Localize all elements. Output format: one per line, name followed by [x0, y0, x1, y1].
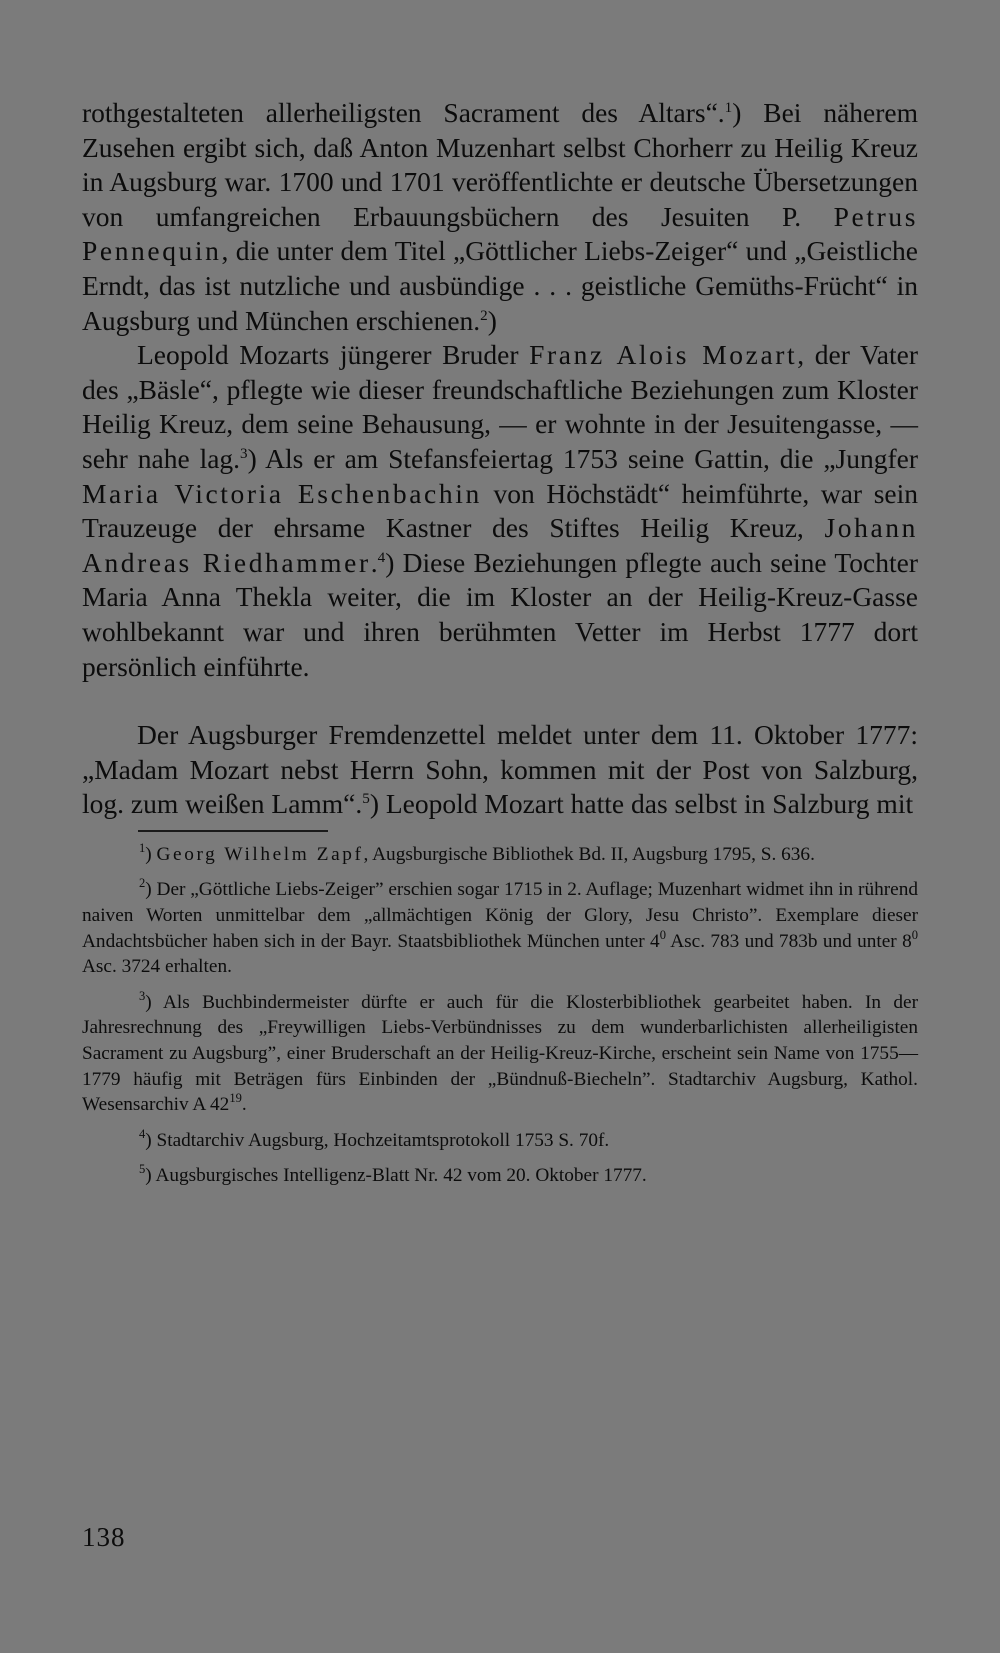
footnote-4: $^4$) Stadtarchiv Augsburg, Hochzeitamtsprotokoll 1753 S. 70f. [139, 1126, 610, 1151]
paragraph-3 [82, 718, 918, 822]
text-run: ) Bei näherem Zusehen ergibt sich, daß Anton Muzenhart selbst Chorherr zu Heilig Kreuz in Augsburg war. 1700 und 1701 veröffentlichte er deutsche Übersetzungen von umfangreichen Erbauungsbüchern des Jesuiten P. [82, 97, 918, 232]
text-run: ) Leopold Mozart hatte das selbst in Salzburg mit [369, 788, 914, 820]
footnote-1: $^1$) Georg Wilhelm Zapf, Augsburgische Bibliothek Bd. II, Augsburg 1795, S. 636. [139, 840, 815, 865]
text-run: ) [487, 304, 497, 336]
spaced-name: Maria Victoria Eschenbachin [82, 477, 482, 509]
footnote-mark: 5 [139, 1162, 146, 1177]
footnote-ref: 2 [480, 307, 488, 324]
footnote-ref: 1 [724, 100, 733, 117]
text-run: rothgestalteten allerheiligsten Sacrament des Altars“. [82, 97, 725, 128]
footnote-text: . [241, 1094, 247, 1116]
text-run: Leopold Mozarts jüngerer Bruder [137, 339, 530, 371]
footnote-5: $^5$) Augsburgisches Intelligenz-Blatt Nr. 42 vom 20. Oktober 1777. [139, 1162, 647, 1187]
footnote-ref: 3 [240, 446, 248, 463]
page-number: 138 [82, 1522, 126, 1552]
footnote-text: Stadtarchiv Augsburg, Hochzeitamtsprotokoll 1753 S. 70f. [156, 1129, 610, 1151]
paragraph-2 [82, 338, 918, 684]
footnote-text: Der „Göttliche Liebs-Zeiger” erschien sogar 1715 in 2. Auflage; Muzenhart widmet ihn in rührend naiven Worten unmittelbar dem „allmächtigen König der Glory, Jesu Christo”. Exemplare dieser Andachtsbücher haben sich in der Bayr. Staatsbibliothek München unter 4 [82, 879, 918, 952]
superscript: 0 [911, 927, 918, 942]
footnote-text: Augsburgisches Intelligenz-Blatt Nr. 42 vom 20. Oktober 1777. [155, 1165, 647, 1187]
footnote-3: $^3$) Als Buchbindermeister dürfte er auch für die Klosterbibliothek gearbeitet haben. In der Jahresrechnung des „Freywilligen Liebs-Verbündnisses zu dem wunderbarlichisten allerheiligisten Sacrament zu Augsburg”, einer Bruderschaft an der Heilig-Kreuz-Kirche, erscheint sein Name von 1755—1779 häufig mit Beträgen fürs Einbinden der „Bündnuß-Biecheln”. Stadtarchiv Augsburg, Kathol. Wesensarchiv A $42^{19}$. [82, 988, 918, 1116]
footnotes [82, 842, 918, 1189]
footnote-text: , Augsburgische Bibliothek Bd. II, Augsburg 1795, S. 636. [363, 843, 815, 865]
text-run: , der Vater des „Bäsle“, pflegte wie dieser freundschaftliche Beziehungen zum Kloster Heilig Kreuz, dem seine Behausung, — er wohnte in der Jesuitengasse, — sehr nahe lag. [82, 339, 918, 474]
text-run: . [370, 546, 378, 578]
footnote-mark: 4 [139, 1126, 146, 1141]
footnote-ref: 4 [377, 549, 386, 566]
footnote-text: Als Buchbindermeister dürfte er auch für die Klosterbibliothek gearbeitet haben. In der Jahresrechnung des „Freywilligen Liebs-Verbündnisses zu dem wunderbarlichisten allerheiligisten Sacrament zu Augsburg”, einer Bruderschaft an der Heilig-Kreuz-Kirche, erscheint sein Name von 1755—1779 häufig mit Beträgen fürs Einbinden der „Bündnuß-Biecheln”. Stadtarchiv Augsburg, Kathol. Wesensarchiv A 42 [82, 991, 918, 1116]
text-run: ) Als er am Stefansfeiertag 1753 seine Gattin, die „Jungfer [247, 442, 918, 474]
superscript: 0 [659, 927, 666, 942]
spaced-name: Petrus Pennequin [82, 200, 918, 267]
text-run: Der Augsburger Fremdenzettel meldet unter dem 11. Oktober 1777: „Madam Mozart nebst Herrn Sohn, kommen mit der Post von Salzburg, log. zum weißen Lamm“. [82, 719, 918, 820]
footnote-mark: 3 [139, 988, 146, 1003]
footnote-mark: 1 [139, 840, 146, 855]
paragraph-1 [82, 96, 918, 338]
spaced-name: Georg Wilhelm Zapf [156, 843, 364, 865]
text-run: ) Diese Beziehungen pflegte auch seine Tochter Maria Anna Thekla weiter, die im Kloster an der Heilig-Kreuz-Gasse wohlbekannt war und ihren berühmten Vetter im Herbst 1777 dort persönlich einführte. [82, 546, 918, 682]
footnote-ref: 5 [362, 791, 370, 808]
superscript: 19 [229, 1091, 242, 1106]
text-run: , die unter dem Titel „Göttlicher Liebs-Zeiger“ und „Geistliche Erndt, das ist nutzliche und ausbündige . . . geistliche Gemüths-Frücht“ in Augsburg und München erschienen. [82, 235, 918, 336]
spaced-name: Franz Alois Mozart [529, 339, 798, 371]
footnote-text: Asc. 3724 erhalten. [82, 956, 232, 978]
spaced-name: Johann Andreas Riedhammer [82, 512, 918, 578]
paragraph-gap [82, 684, 918, 718]
page-content [82, 96, 918, 1199]
text-run: von Höchstädt“ heimführte, war sein Trauzeuge der ehrsame Kastner des Stiftes Heilig Kreuz, [82, 477, 918, 544]
main-text [82, 96, 918, 822]
footnote-mark: 2 [139, 876, 146, 891]
footnote-2: $^2$) Der „Göttliche Liebs-Zeiger” erschien sogar 1715 in 2. Auflage; Muzenhart widmet ihn in rührend naiven Worten unmittelbar dem „allmächtigen König der Glory, Jesu Christo”. Exemplare dieser Andachtsbücher haben sich in der Bayr. Staatsbibliothek München unter $4^0$ Asc. 783 und 783b und unter $8^0$ Asc. 3724 erhalten. [82, 876, 918, 978]
footnote-divider [138, 830, 328, 832]
footnote-text: Asc. 783 und 783b und unter 8 [665, 930, 912, 952]
